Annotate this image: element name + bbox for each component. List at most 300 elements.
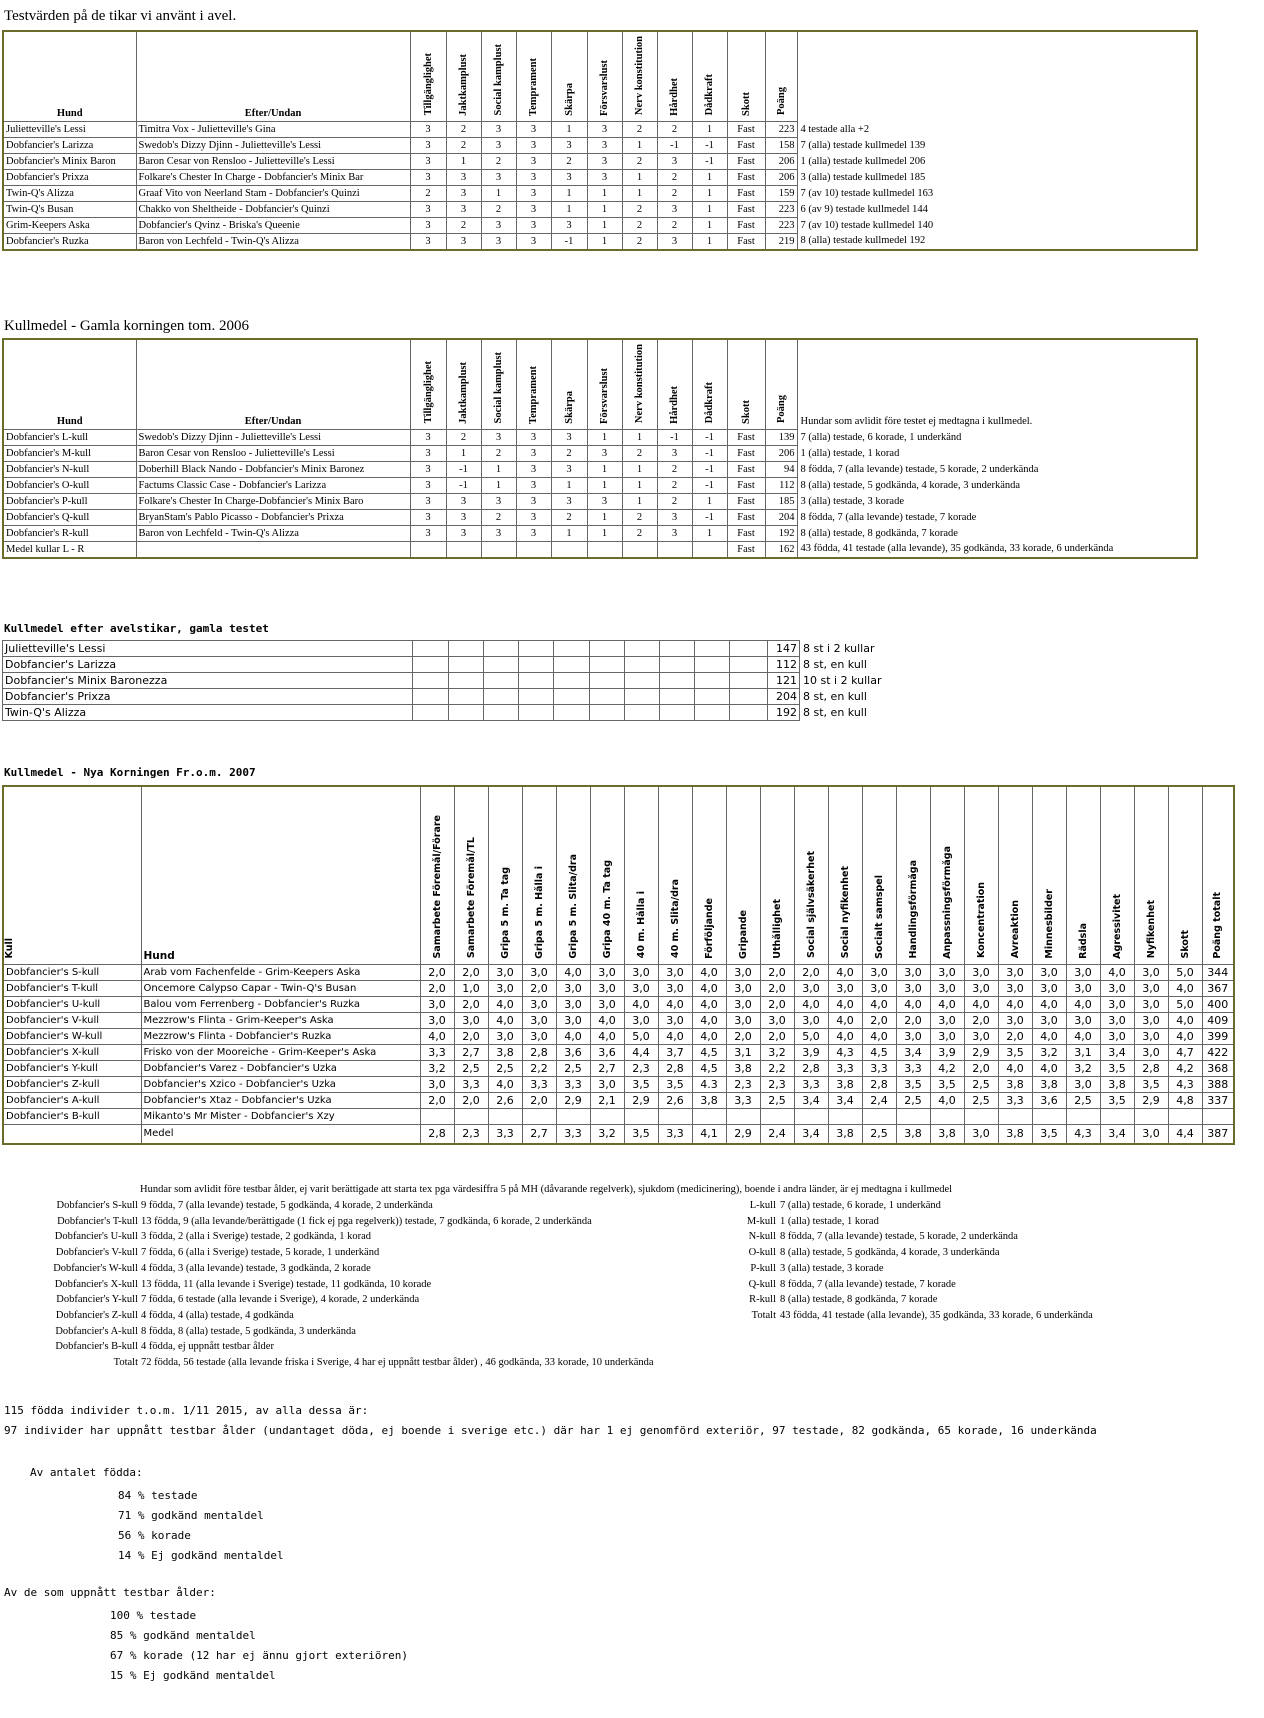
kull-summary: 1 (alla) testade, 1 korad [780, 1215, 879, 1227]
empty-cell [554, 657, 590, 673]
value-cell: 2,5 [488, 1060, 522, 1076]
hund-cell: Dobfancier's Prixza [3, 169, 136, 185]
column-header-label: Gripa 5 m. Slita/dra [567, 853, 579, 959]
value-cell: 2 [446, 121, 481, 137]
value-cell: 3 [516, 461, 551, 477]
value-cell: 3,9 [794, 1044, 828, 1060]
value-cell: 1 [446, 153, 481, 169]
table-row [3, 461, 1197, 477]
notes-left-item [10, 1324, 654, 1340]
value-cell: 3 [516, 509, 551, 525]
value-cell: 4,5 [692, 1060, 726, 1076]
value-cell: 1 [622, 137, 657, 153]
value-cell: 3,0 [488, 1028, 522, 1044]
notes-left-item [10, 1261, 654, 1277]
value-cell: 3,8 [692, 1092, 726, 1108]
poang-cell: 192 [768, 705, 800, 721]
empty-cell [413, 705, 449, 721]
column-header [862, 786, 896, 964]
value-cell: 3,0 [726, 1012, 760, 1028]
row-note: 43 födda, 41 testade (alla levande), 35 godkända, 33 korade, 6 underkända [800, 543, 1114, 555]
value-cell: 139 [765, 429, 797, 445]
value-cell: 4,0 [692, 1028, 726, 1044]
value-cell: 4,2 [930, 1060, 964, 1076]
value-cell: 4,0 [624, 996, 658, 1012]
value-cell: 3,4 [1100, 1044, 1134, 1060]
value-cell: 2 [657, 477, 692, 493]
value-cell: 3 [410, 137, 446, 153]
hund-cell: Medel kullar L - R [3, 541, 136, 558]
hund-cell: Balou vom Ferrenberg - Dobfancier's Ruzka [141, 996, 420, 1012]
efter-cell: Folkare's Chester In Charge-Dobfancier's Minix Baro [136, 493, 410, 509]
row-note: 6 (av 9) testade kullmedel 144 [800, 203, 928, 215]
value-cell: 4,0 [692, 1012, 726, 1028]
value-cell: 3,0 [624, 964, 658, 980]
value-cell: 2,8 [658, 1060, 692, 1076]
section3-title: Kullmedel efter avelstikar, gamla testet [4, 622, 269, 635]
column-header-label: Gripa 5 m. Ta tag [499, 866, 511, 959]
value-cell: 1 [551, 121, 587, 137]
section3-table-wrap [2, 640, 1200, 721]
value-cell: 158 [765, 137, 797, 153]
column-header [410, 31, 446, 121]
value-cell: 3,0 [794, 1012, 828, 1028]
value-cell: 2,0 [454, 964, 488, 980]
column-header [446, 339, 481, 429]
value-cell: 4,4 [624, 1044, 658, 1060]
hund-cell: Twin-Q's Alizza [3, 185, 136, 201]
value-cell: -1 [657, 137, 692, 153]
value-cell: 1 [692, 201, 727, 217]
value-cell: 4,0 [862, 1028, 896, 1044]
value-cell: 3 [481, 493, 516, 509]
value-cell: 94 [765, 461, 797, 477]
value-cell: 3,3 [522, 1076, 556, 1092]
value-cell: 1 [587, 233, 622, 250]
value-cell: 3 [551, 217, 587, 233]
value-cell [622, 541, 657, 558]
value-cell: 3,8 [1032, 1076, 1066, 1092]
table-row [3, 153, 1197, 169]
table-row [3, 429, 1197, 445]
column-header-label: Skärpa [563, 82, 575, 116]
column-header [727, 31, 765, 121]
column-header-label: Dådkraft [704, 74, 715, 116]
value-cell [556, 1108, 590, 1124]
value-cell [760, 1108, 794, 1124]
value-cell [488, 1108, 522, 1124]
value-cell: 399 [1202, 1028, 1234, 1044]
value-cell: 3,3 [794, 1076, 828, 1092]
value-cell: 1 [587, 477, 622, 493]
hund-cell: Grim-Keepers Aska [3, 217, 136, 233]
row-note: 8 st i 2 kullar [803, 642, 875, 655]
value-cell: 2,9 [726, 1124, 760, 1144]
value-cell: 2,0 [454, 1028, 488, 1044]
hund-cell: Mikanto's Mr Mister - Dobfancier's Xzy [141, 1108, 420, 1124]
column-header [692, 339, 727, 429]
hund-cell: Arab vom Fachenfelde - Grim-Keepers Aska [141, 964, 420, 980]
column-header-label: Temprament [528, 365, 539, 424]
born-stat: 56 % korade [118, 1529, 191, 1542]
value-cell: 3,3 [420, 1044, 454, 1060]
value-cell: 2 [481, 153, 516, 169]
hund-cell: Dobfancier's Minix Baronezza [3, 673, 413, 689]
value-cell: 2 [551, 153, 587, 169]
value-cell [964, 1108, 998, 1124]
value-cell [1134, 1108, 1168, 1124]
value-cell: 4,0 [420, 1028, 454, 1044]
value-cell: 2,1 [590, 1092, 624, 1108]
value-cell: 3,0 [1134, 1012, 1168, 1028]
age-list [110, 1606, 408, 1686]
value-cell: 219 [765, 233, 797, 250]
empty-cell [590, 673, 625, 689]
value-cell: 2,3 [624, 1060, 658, 1076]
empty-cell [660, 673, 695, 689]
value-cell: 4,8 [1168, 1092, 1202, 1108]
value-cell: 3,0 [488, 980, 522, 996]
kull-summary: 4 födda, ej uppnått testbar ålder [141, 1341, 274, 1353]
value-cell: 367 [1202, 980, 1234, 996]
value-cell: 4,0 [590, 1012, 624, 1028]
age-heading: Av de som uppnått testbar ålder: [4, 1586, 216, 1599]
value-cell: 2,3 [726, 1076, 760, 1092]
value-cell: 3 [587, 493, 622, 509]
poang-cell: 147 [768, 641, 800, 657]
value-cell: 3 [516, 429, 551, 445]
section2-title: Kullmedel - Gamla korningen tom. 2006 [4, 318, 249, 334]
column-header [1032, 786, 1066, 964]
column-header-label: Uthållighet [771, 898, 783, 959]
value-cell: 2,0 [760, 964, 794, 980]
value-cell [587, 541, 622, 558]
empty-cell [519, 689, 554, 705]
value-cell: 4,0 [488, 1076, 522, 1092]
value-cell: 3,0 [658, 1012, 692, 1028]
value-cell: Fast [727, 477, 765, 493]
value-cell: 3,0 [522, 1012, 556, 1028]
value-cell: 4,0 [488, 996, 522, 1012]
value-cell: 3 [516, 445, 551, 461]
value-cell: 4,0 [862, 996, 896, 1012]
table-row [3, 657, 1200, 673]
column-header [622, 339, 657, 429]
empty-cell [413, 673, 449, 689]
kull-summary: 9 födda, 7 (alla levande) testade, 5 godkända, 4 korade, 2 underkända [141, 1200, 433, 1211]
value-cell: 206 [765, 445, 797, 461]
value-cell: 3 [516, 185, 551, 201]
value-cell: 3,5 [1100, 1060, 1134, 1076]
empty-cell [625, 689, 660, 705]
value-cell: 1 [587, 461, 622, 477]
empty-cell [413, 657, 449, 673]
column-header [1100, 786, 1134, 964]
value-cell: 3 [410, 461, 446, 477]
value-cell: 223 [765, 201, 797, 217]
column-header [590, 786, 624, 964]
value-cell [828, 1108, 862, 1124]
table-row [3, 169, 1197, 185]
column-header [551, 339, 587, 429]
column-header [794, 786, 828, 964]
column-header [516, 31, 551, 121]
kull-summary: 8 födda, 8 (alla) testade, 5 godkända, 3 underkända [141, 1325, 356, 1337]
value-cell: 3,3 [726, 1092, 760, 1108]
efter-cell: Timitra Vox - Julietteville's Gina [136, 121, 410, 137]
value-cell: 3 [587, 137, 622, 153]
value-cell: 2 [446, 429, 481, 445]
value-cell: 3,8 [998, 1076, 1032, 1092]
value-cell: 2,0 [454, 1092, 488, 1108]
empty-cell [730, 657, 768, 673]
value-cell: 2 [622, 121, 657, 137]
row-note: 3 (alla) testade, 3 korade [800, 495, 904, 507]
value-cell: 4,0 [488, 1012, 522, 1028]
age-stat: 85 % godkänd mentaldel [110, 1629, 256, 1642]
value-cell: 3,0 [420, 996, 454, 1012]
poang-cell: 112 [768, 657, 800, 673]
value-cell: 3,0 [590, 1076, 624, 1092]
kull-name: L-kull [749, 1200, 776, 1211]
column-header [765, 339, 797, 429]
section2-table-wrap [2, 338, 1198, 559]
value-cell: 3 [446, 493, 481, 509]
table-row [3, 525, 1197, 541]
value-cell: 3,0 [1134, 980, 1168, 996]
value-cell: 3,0 [862, 980, 896, 996]
value-cell: 1 [587, 201, 622, 217]
row-note: 1 (alla) testade, 1 korad [800, 447, 900, 459]
empty-cell [484, 673, 519, 689]
empty-cell [590, 705, 625, 721]
value-cell: 3,0 [590, 980, 624, 996]
kull-summary: 7 födda, 6 testade (alla levande i Sverige), 4 korade, 2 underkända [141, 1294, 420, 1306]
hund-cell: Dobfancier's Q-kull [3, 509, 136, 525]
value-cell: 2,9 [556, 1092, 590, 1108]
hund-cell: Mezzrow's Flinta - Dobfancier's Ruzka [141, 1028, 420, 1044]
column-header-label: Gripa 40 m. Ta tag [601, 860, 613, 959]
value-cell: 3,0 [590, 964, 624, 980]
table-row [3, 509, 1197, 525]
value-cell: 2,3 [454, 1124, 488, 1144]
column-header [420, 786, 454, 964]
born-list [118, 1486, 284, 1566]
empty-cell [695, 689, 730, 705]
value-cell: 3,6 [556, 1044, 590, 1060]
value-cell: 3,0 [760, 1012, 794, 1028]
row-note: 8 (alla) testade, 8 godkända, 7 korade [800, 527, 958, 539]
value-cell: 3 [410, 429, 446, 445]
value-cell: 3,0 [726, 980, 760, 996]
kull-cell: Dobfancier's W-kull [3, 1028, 141, 1044]
kull-name: R-kull [749, 1294, 776, 1306]
column-header [726, 786, 760, 964]
value-cell: 3 [516, 121, 551, 137]
kull-summary: 43 födda, 41 testade (alla levande), 35 godkända, 33 korade, 6 underkända [780, 1309, 1093, 1321]
value-cell: 3,8 [1100, 1076, 1134, 1092]
value-cell: 3,3 [556, 1124, 590, 1144]
value-cell: 3,4 [828, 1092, 862, 1108]
value-cell: 3,0 [1100, 980, 1134, 996]
value-cell: 2,0 [862, 1012, 896, 1028]
value-cell: Fast [727, 169, 765, 185]
notes-right-item [738, 1261, 1093, 1277]
empty-cell [590, 641, 625, 657]
value-cell: 4,0 [658, 996, 692, 1012]
empty-cell [695, 673, 730, 689]
value-cell: 2 [481, 201, 516, 217]
column-header [657, 31, 692, 121]
empty-cell [625, 657, 660, 673]
value-cell: 4.3 [692, 1076, 726, 1092]
value-cell: 3,0 [522, 996, 556, 1012]
value-cell: 3 [410, 233, 446, 250]
hund-cell: Dobfancier's Larizza [3, 657, 413, 673]
column-header-label: Tillgänglighet [422, 53, 434, 116]
value-cell: 3 [446, 233, 481, 250]
value-cell: 4,0 [828, 996, 862, 1012]
kull-name: P-kull [750, 1262, 776, 1274]
value-cell: 3 [410, 169, 446, 185]
value-cell: 3,3 [896, 1060, 930, 1076]
value-cell: 4,0 [692, 980, 726, 996]
table-row [3, 964, 1234, 980]
value-cell: 3 [481, 525, 516, 541]
value-cell: 3,0 [964, 964, 998, 980]
value-cell: 3 [516, 201, 551, 217]
value-cell: 3 [516, 217, 551, 233]
value-cell: 2,5 [1066, 1092, 1100, 1108]
value-cell: 3,0 [1134, 1028, 1168, 1044]
value-cell: 3 [657, 201, 692, 217]
value-cell: 2,0 [896, 1012, 930, 1028]
column-header-label: Försvarslust [599, 59, 610, 116]
value-cell: 2 [657, 121, 692, 137]
empty-cell [554, 673, 590, 689]
value-cell [862, 1108, 896, 1124]
value-cell: 2,8 [862, 1076, 896, 1092]
column-header-label: Poäng [775, 395, 787, 424]
row-note: 8 st, en kull [803, 706, 867, 719]
column-header [765, 31, 797, 121]
value-cell: 4,0 [1066, 996, 1100, 1012]
value-cell: 3,5 [658, 1076, 692, 1092]
value-cell: Fast [727, 525, 765, 541]
column-header-label: Poäng [775, 87, 787, 116]
value-cell: -1 [446, 461, 481, 477]
value-cell: 3 [516, 477, 551, 493]
value-cell: 3 [657, 233, 692, 250]
value-cell: Fast [727, 509, 765, 525]
empty-cell [484, 689, 519, 705]
value-cell: Fast [727, 541, 765, 558]
value-cell: 3 [516, 169, 551, 185]
value-cell: 206 [765, 153, 797, 169]
kull-cell: Dobfancier's S-kull [3, 964, 141, 980]
value-cell: 4,0 [1100, 964, 1134, 980]
value-cell: 3,0 [1066, 1012, 1100, 1028]
notes-right-item [738, 1308, 1093, 1324]
empty-cell [554, 689, 590, 705]
empty-cell [449, 657, 484, 673]
value-cell: 2,5 [964, 1076, 998, 1092]
value-cell: 3,0 [1032, 1012, 1066, 1028]
value-cell: Fast [727, 445, 765, 461]
hund-cell: Medel [141, 1124, 420, 1144]
value-cell: 3 [657, 509, 692, 525]
side-note: Hundar som avlidit före testet ej medtagna i kullmedel. [800, 416, 1033, 427]
column-header [828, 786, 862, 964]
age-stat: 15 % Ej godkänd mentaldel [110, 1669, 276, 1682]
value-cell: 2,0 [998, 1028, 1032, 1044]
value-cell: 2 [657, 217, 692, 233]
value-cell: 3,0 [1134, 996, 1168, 1012]
value-cell: -1 [692, 477, 727, 493]
kull-summary: 72 födda, 56 testade (alla levande friska i Sverige, 4 har ej uppnått testbar ålder) , 46 godkända, 33 korade, 10 underkända [141, 1357, 654, 1369]
value-cell: 3 [481, 429, 516, 445]
value-cell: 2,5 [896, 1092, 930, 1108]
value-cell: 2,9 [1134, 1092, 1168, 1108]
value-cell: 3,0 [522, 964, 556, 980]
header-note [797, 31, 1197, 121]
value-cell: 3,6 [590, 1044, 624, 1060]
value-cell: 4,0 [930, 996, 964, 1012]
value-cell: 3,1 [726, 1044, 760, 1060]
value-cell: 3 [410, 525, 446, 541]
value-cell: 1 [587, 185, 622, 201]
value-cell: 3,5 [1100, 1092, 1134, 1108]
value-cell: 3,8 [930, 1124, 964, 1144]
row-note: 7 (alla) testade, 6 korade, 1 underkänd [800, 431, 962, 443]
value-cell: 3,6 [1032, 1092, 1066, 1108]
table-row [3, 689, 1200, 705]
value-cell: 2 [622, 525, 657, 541]
value-cell: 368 [1202, 1060, 1234, 1076]
value-cell: 4,0 [794, 996, 828, 1012]
value-cell: 3 [551, 429, 587, 445]
efter-cell: Graaf Vito von Neerland Stam - Dobfancier's Quinzi [136, 185, 410, 201]
value-cell: 2 [622, 233, 657, 250]
row-note: 8 födda, 7 (alla levande) testade, 5 korade, 2 underkända [800, 463, 1039, 475]
notes-left-item [10, 1308, 654, 1324]
empty-cell [449, 673, 484, 689]
table-row [3, 1012, 1234, 1028]
kull-cell: Dobfancier's U-kull [3, 996, 141, 1012]
kull-name: O-kull [748, 1247, 776, 1259]
value-cell: 1 [692, 121, 727, 137]
empty-cell [554, 641, 590, 657]
column-header [454, 786, 488, 964]
value-cell: 2 [410, 185, 446, 201]
value-cell: 3 [410, 493, 446, 509]
value-cell: 1 [587, 217, 622, 233]
value-cell: 1 [551, 185, 587, 201]
age-stat: 67 % korade (12 har ej ännu gjort exteriören) [110, 1649, 409, 1662]
value-cell: 206 [765, 169, 797, 185]
kullmedel-old-table [2, 338, 1198, 559]
empty-cell [730, 705, 768, 721]
value-cell: 3,0 [1032, 980, 1066, 996]
empty-cell [484, 641, 519, 657]
value-cell: 3,4 [1100, 1124, 1134, 1144]
notes-left-list [10, 1198, 654, 1371]
table-row [3, 996, 1234, 1012]
value-cell: 2,9 [964, 1044, 998, 1060]
notes-left-item [10, 1198, 654, 1214]
born-stat: 14 % Ej godkänd mentaldel [118, 1549, 284, 1562]
value-cell: 2 [622, 445, 657, 461]
